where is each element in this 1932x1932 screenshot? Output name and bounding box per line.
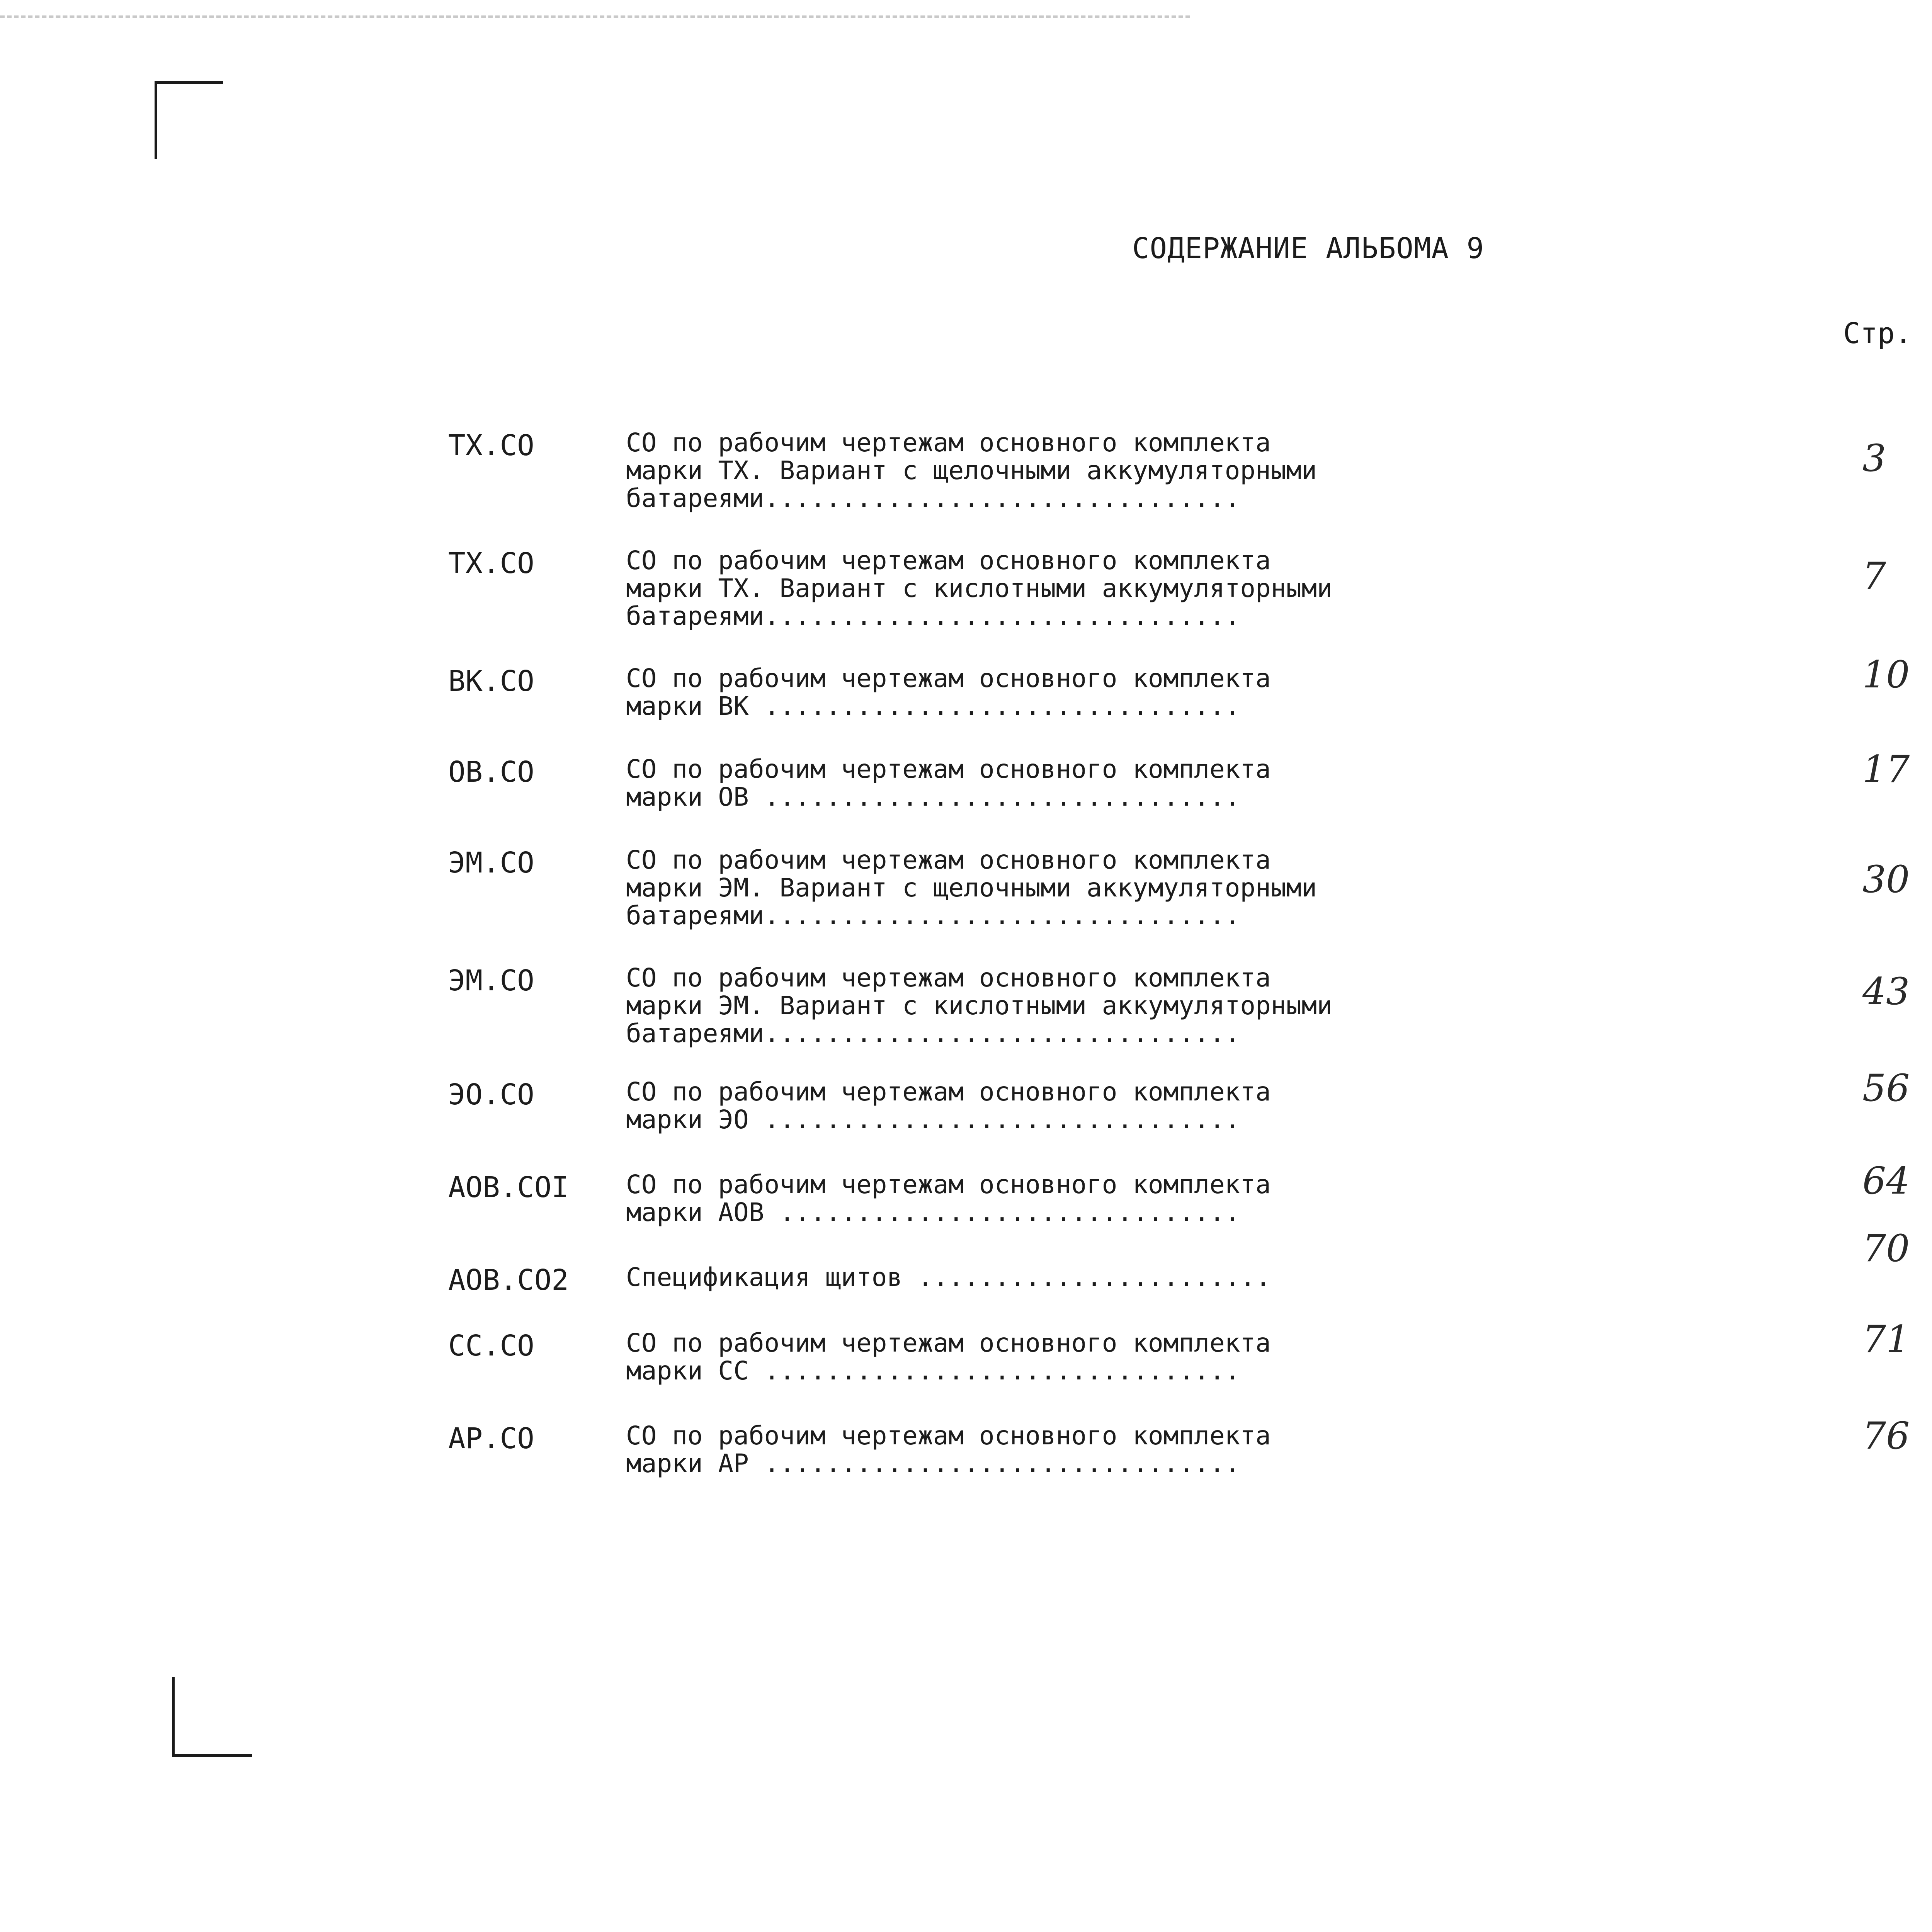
entry-description: СО по рабочим чертежам основного комплекта марки ТХ. Вариант с щелочными аккумуляторными батареями............................... [626,428,1317,513]
entry-page-number: 3 [1862,437,1886,480]
entry-description: СО по рабочим чертежам основного комплекта марки ЭМ. Вариант с щелочными аккумуляторными батареями............................... [626,845,1317,930]
entry-page-number: 17 [1862,748,1910,791]
entry-description: Спецификация щитов ....................... [626,1262,1271,1292]
entry-page-number: 76 [1862,1414,1910,1458]
entry-page-number: 43 [1862,970,1910,1013]
entry-description: СО по рабочим чертежам основного комплекта марки ЭМ. Вариант с кислотными аккумуляторными батареями............................... [626,963,1332,1048]
entry-code: ТХ.СО [448,547,534,580]
entry-code: АОВ.СО2 [448,1264,569,1297]
entry-page-number: 56 [1862,1066,1910,1110]
entry-code: СС.СО [448,1329,534,1362]
entry-description: СО по рабочим чертежам основного комплекта марки АР ............................... [626,1421,1271,1478]
contents-entry [448,429,1932,545]
entry-code: ЭМ.СО [448,964,534,997]
entry-description: СО по рабочим чертежам основного комплекта марки АОВ .............................. [626,1170,1271,1227]
entry-page-number: 64 [1862,1159,1910,1202]
document-title: СОДЕРЖАНИЕ АЛЬБОМА 9 [1132,232,1485,265]
entry-code: ЭМ.СО [448,846,534,879]
page-column-header: Стр. [1843,317,1912,350]
entry-page-number: 70 [1862,1227,1910,1270]
contents-entry [448,1414,1932,1538]
entry-page-number: 71 [1862,1318,1910,1361]
entry-page-number: 7 [1862,554,1886,598]
entry-description: СО по рабочим чертежам основного комплекта марки ВК ............................... [626,663,1271,721]
contents-entry [448,547,1932,663]
entry-page-number: 10 [1862,653,1910,696]
entry-code: ТХ.СО [448,429,534,462]
entry-code: ОВ.СО [448,755,534,789]
contents-entry [448,846,1932,962]
entry-code: ВК.СО [448,665,534,698]
entry-code: АР.СО [448,1422,534,1455]
contents-entry [448,964,1932,1080]
entry-description: СО по рабочим чертежам основного комплекта марки СС ............................... [626,1328,1271,1386]
entry-page-number: 30 [1862,858,1910,901]
entry-description: СО по рабочим чертежам основного комплекта марки ЭО ............................... [626,1077,1271,1134]
entry-description: СО по рабочим чертежам основного комплекта марки ОВ ............................... [626,754,1271,812]
entry-code: ЭО.СО [448,1078,534,1111]
entry-description: СО по рабочим чертежам основного комплекта марки ТХ. Вариант с кислотными аккумуляторными батареями............................... [626,546,1332,631]
entry-code: АОВ.СОI [448,1171,569,1204]
